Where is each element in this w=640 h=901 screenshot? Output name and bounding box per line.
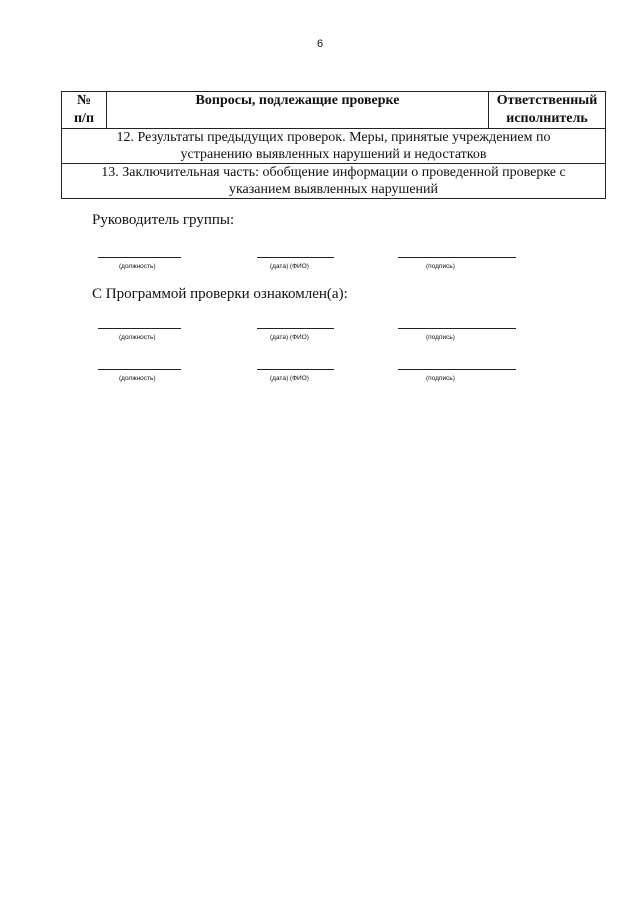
acquainted-heading: С Программой проверки ознакомлен(а): xyxy=(92,286,348,302)
signature-caption: (подпись) xyxy=(426,334,455,341)
signature-row-leader xyxy=(0,257,640,287)
section-12-line-2: устранению выявленных нарушений и недостатков xyxy=(180,147,487,162)
position-caption: (должность) xyxy=(119,334,156,341)
header-questions: Вопросы, подлежащие проверке xyxy=(107,92,489,129)
signature-line xyxy=(398,369,516,370)
date-name-caption: (дата) (ФИО) xyxy=(270,263,309,270)
date-name-line xyxy=(257,257,334,258)
header-number-line-2: п/п xyxy=(73,111,95,126)
section-13-line-2: указанием выявленных нарушений xyxy=(228,182,439,197)
signature-row-acquainted-2 xyxy=(0,369,640,399)
table-row xyxy=(62,129,606,164)
date-name-line xyxy=(257,369,334,370)
group-leader-heading: Руководитель группы: xyxy=(92,212,235,228)
signature-line xyxy=(398,257,516,258)
date-name-line xyxy=(257,328,334,329)
date-name-caption: (дата) (ФИО) xyxy=(270,334,309,341)
position-line xyxy=(98,328,181,329)
header-number-line-1: № xyxy=(76,93,92,108)
page-number: 6 xyxy=(316,38,324,50)
position-line xyxy=(98,257,181,258)
section-13-line-1: 13. Заключительная часть: обобщение информации о проведенной проверке с xyxy=(101,165,566,180)
table-row xyxy=(62,164,606,199)
header-responsible-line-2: исполнитель xyxy=(506,111,588,126)
signature-caption: (подпись) xyxy=(426,263,455,270)
header-responsible-line-1: Ответственный xyxy=(496,93,598,108)
table-header-row xyxy=(62,92,606,129)
signature-line xyxy=(398,328,516,329)
position-line xyxy=(98,369,181,370)
checklist-table xyxy=(61,91,606,199)
date-name-caption: (дата) (ФИО) xyxy=(270,375,309,382)
section-12-line-1: 12. Результаты предыдущих проверок. Меры, принятые учреждением по xyxy=(116,130,551,145)
signature-row-acquainted-1 xyxy=(0,328,640,358)
header-number xyxy=(62,92,107,129)
signature-caption: (подпись) xyxy=(426,375,455,382)
section-13 xyxy=(62,164,606,199)
header-responsible xyxy=(489,92,606,129)
position-caption: (должность) xyxy=(119,375,156,382)
section-12 xyxy=(62,129,606,164)
position-caption: (должность) xyxy=(119,263,156,270)
